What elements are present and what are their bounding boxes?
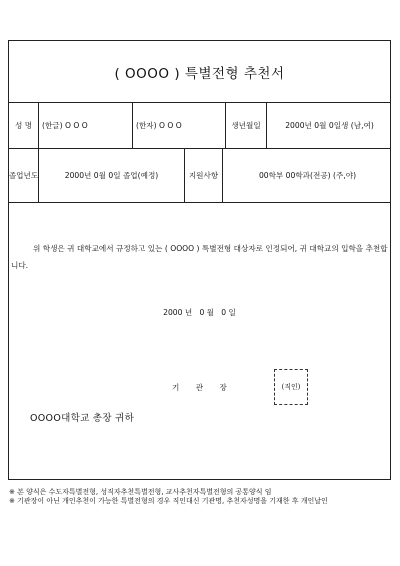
personal-info-row bbox=[9, 103, 390, 149]
recommendation-body bbox=[9, 203, 390, 443]
footnote-item: ※ 본 양식은 수도자특별전형, 성직자추천특별전형, 교사추천자특별전형의 공통양식 임 bbox=[9, 488, 272, 496]
graduation-value: 2000년 0월 0일 졸업(예정) bbox=[39, 149, 185, 202]
date-line: 2000 년 0 월 0 일 bbox=[163, 308, 236, 317]
seal-label: (직인) bbox=[281, 383, 301, 391]
name-label: 성 명 bbox=[9, 103, 39, 148]
graduation-label: 졸업년도 bbox=[9, 149, 39, 202]
hangul-name: (한글) O O O bbox=[39, 103, 133, 148]
recommendation-form bbox=[8, 40, 391, 480]
footnote-item: ※ 기관장이 아닌 개인추천이 가능한 특별전형의 경우 직인대신 기관명, 추천자성명을 기재한 후 개인날인 bbox=[9, 497, 328, 505]
seal-box bbox=[274, 369, 308, 405]
applied-value: 00학부 00학과(전공) (주,야) bbox=[258, 171, 357, 180]
official-title: 기 관 장 bbox=[172, 383, 227, 392]
addressee: OOOO대학교 총장 귀하 bbox=[30, 413, 135, 424]
recommendation-paragraph bbox=[11, 240, 389, 274]
hanja-name: (한자) O O O bbox=[133, 103, 226, 148]
form-title: ( OOOO ) 특별전형 추천서 bbox=[9, 41, 390, 103]
paragraph-text: 위 학생은 귀 대학교에서 규정하고 있는 ( OOOO ) 특별전형 대상자로 인정되어, 귀 대학교의 입학을 추천합니다. bbox=[11, 244, 388, 270]
birth-label: 생년월일 bbox=[226, 103, 267, 148]
applied-label: 지원사항 bbox=[185, 149, 223, 202]
birth-value: 2000년 0월 0일생 (남,여) bbox=[285, 121, 374, 130]
school-info-row bbox=[9, 149, 390, 203]
footnotes bbox=[9, 488, 328, 506]
